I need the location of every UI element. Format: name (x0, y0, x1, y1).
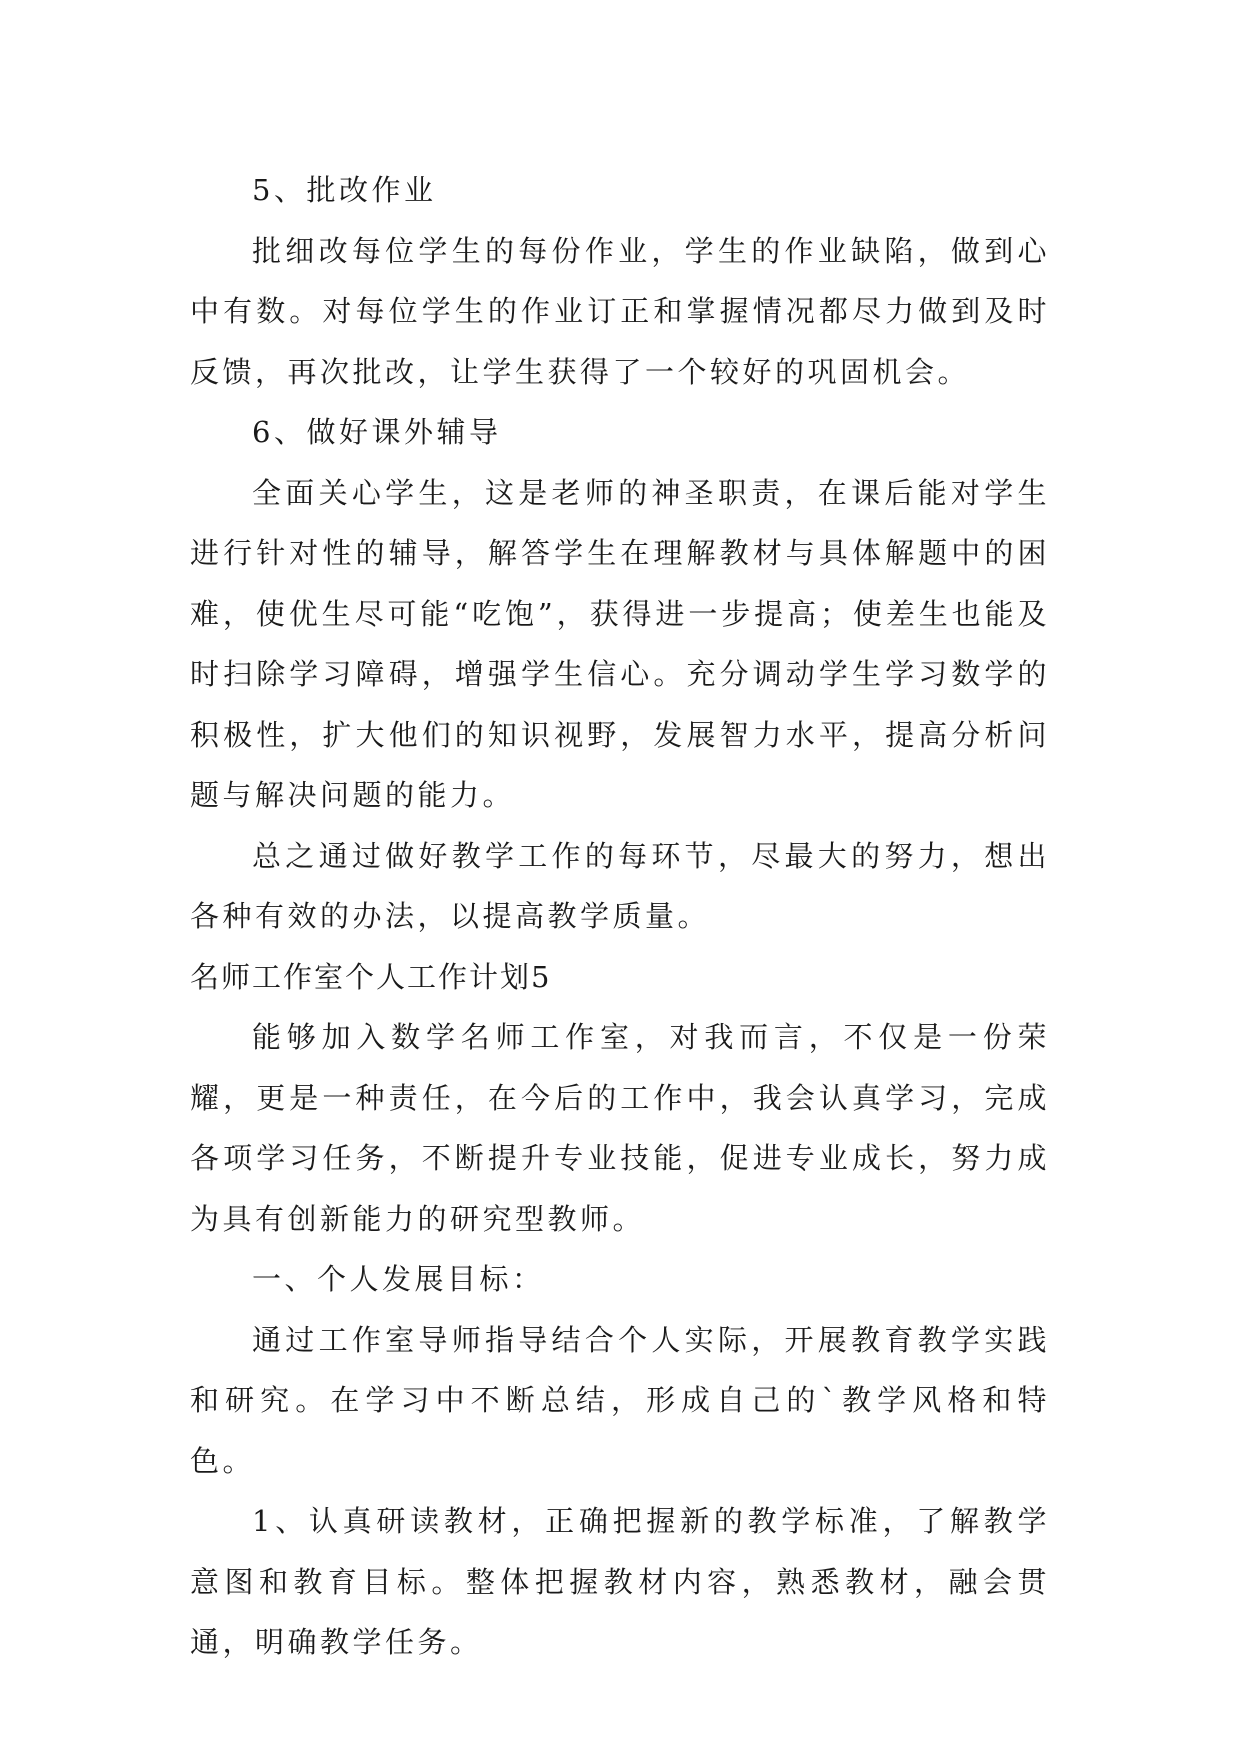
paragraph-goals: 通过工作室导师指导结合个人实际，开展教育教学实践和研究。在学习中不断总结，形成自己的`教学风格和特色。 (190, 1322, 1050, 1478)
paragraph-goal-1: 1、认真研读教材，正确把握新的教学标准，了解教学意图和教育目标。整体把握教材内容，熟悉教材，融会贯通，明确教学任务。 (190, 1504, 1050, 1659)
subheading-grade-homework: 5、批改作业 (252, 173, 437, 207)
subheading-goals: 一、个人发展目标： (252, 1262, 545, 1296)
section-heading: 名师工作室个人工作计划5 (190, 959, 552, 994)
paragraph-homework: 批细改每位学生的每份作业，学生的作业缺陷，做到心中有数。对每位学生的作业订正和掌握情况都尽力做到及时反馈，再次批改，让学生获得了一个较好的巩固机会。 (190, 233, 1050, 389)
document-body (190, 160, 1050, 1673)
subheading-tutoring: 6、做好课外辅导 (252, 415, 502, 449)
paragraph-summary: 总之通过做好教学工作的每环节，尽最大的努力，想出各种有效的办法，以提高教学质量。 (190, 838, 1050, 933)
paragraph-tutoring: 全面关心学生，这是老师的神圣职责，在课后能对学生进行针对性的辅导，解答学生在理解教材与具体解题中的困难，使优生尽可能“吃饱”，获得进一步提高；使差生也能及时扫除学习障碍，增强学生信心。充分调动学生学习数学的积极性，扩大他们的知识视野，发展智力水平，提高分析问题与解决问题的能力。 (190, 475, 1050, 812)
paragraph-intro: 能够加入数学名师工作室，对我而言，不仅是一份荣耀，更是一种责任，在今后的工作中，我会认真学习，完成各项学习任务，不断提升专业技能，促进专业成长，努力成为具有创新能力的研究型教师。 (190, 1020, 1050, 1236)
